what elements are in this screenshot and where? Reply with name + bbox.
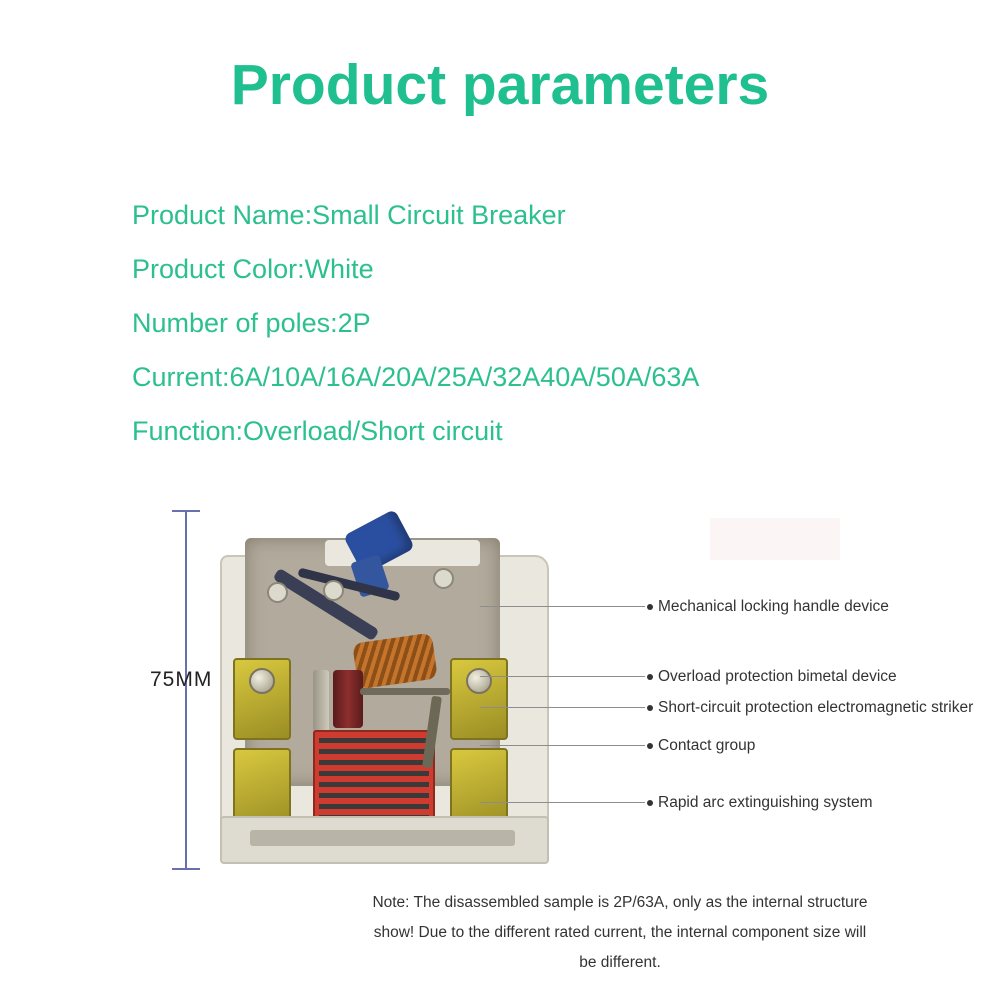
pivot-pin-1 xyxy=(267,582,288,603)
terminal-screw-right xyxy=(466,668,492,694)
spec-current: Current:6A/10A/16A/20A/25A/32A40A/50A/63A xyxy=(132,362,700,392)
leader-line-2 xyxy=(480,676,645,677)
footnote-line-1: Note: The disassembled sample is 2P/63A, only as the internal structure xyxy=(372,894,868,911)
watermark-patch xyxy=(710,518,840,560)
arc-splitter-plates xyxy=(319,738,429,818)
callout-overload-bimetal xyxy=(658,668,897,686)
callout-label-4: Contact group xyxy=(658,737,756,754)
callout-label-1: Mechanical locking handle device xyxy=(658,598,889,615)
arc-extinguishing-chamber xyxy=(313,730,435,826)
footnote-line-2: show! Due to the different rated current, the internal component size will xyxy=(373,924,867,941)
callout-label-3: Short-circuit protection electromagnetic striker xyxy=(658,699,974,716)
electromagnetic-striker xyxy=(333,670,363,728)
callout-label-5: Rapid arc extinguishing system xyxy=(658,794,873,811)
striker-rod xyxy=(360,688,450,695)
callout-contact-group xyxy=(658,737,755,755)
callout-short-circuit-striker xyxy=(658,699,973,717)
leader-line-4 xyxy=(480,745,645,746)
callout-dot-4 xyxy=(647,743,653,749)
callout-dot-2 xyxy=(647,674,653,680)
page-title: Product parameters xyxy=(230,53,770,117)
footnote-line-3: be different. xyxy=(579,954,661,971)
spec-list xyxy=(132,188,952,458)
pivot-pin-2 xyxy=(323,580,344,601)
breaker-cutaway-image xyxy=(205,520,560,870)
callout-dot-1 xyxy=(647,604,653,610)
footnote xyxy=(340,888,900,978)
spec-product-color: Product Color:White xyxy=(132,254,374,284)
spec-number-of-poles: Number of poles:2P xyxy=(132,308,371,338)
callout-arc-extinguishing xyxy=(658,794,873,812)
pivot-pin-3 xyxy=(433,568,454,589)
leader-line-3 xyxy=(480,707,645,708)
spec-product-name: Product Name:Small Circuit Breaker xyxy=(132,200,566,230)
callout-label-2: Overload protection bimetal device xyxy=(658,668,897,685)
callout-mechanical-locking-handle xyxy=(658,598,889,616)
spec-function: Function:Overload/Short circuit xyxy=(132,416,503,446)
dimension-cap-bottom xyxy=(172,868,200,870)
bimetal-strip xyxy=(313,670,329,732)
leader-line-5 xyxy=(480,802,645,803)
callout-dot-5 xyxy=(647,800,653,806)
din-rail-slot xyxy=(250,830,515,846)
leader-line-1 xyxy=(480,606,645,607)
dimension-label: 75MM xyxy=(150,668,213,691)
callout-dot-3 xyxy=(647,705,653,711)
terminal-screw-left xyxy=(249,668,275,694)
